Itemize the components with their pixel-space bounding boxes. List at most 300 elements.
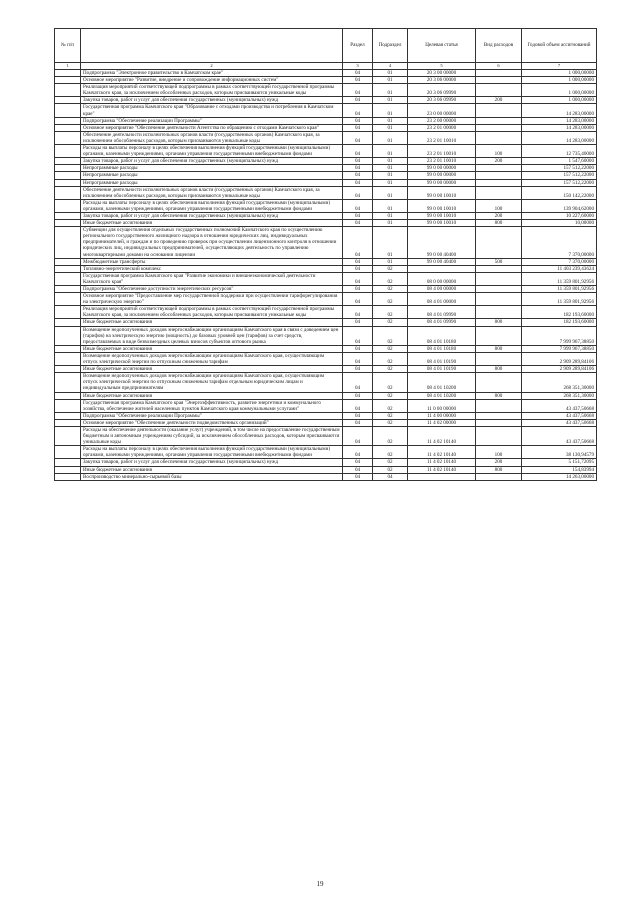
row-name-cell: Обеспечение деятельности исполнительных органов власти (государственных органов) Камчатского края, за исключением обособленных расходов, которым присваиваются уникальные коды	[81, 131, 343, 144]
row-name-cell: Топливно-энергетический комплекс	[81, 265, 343, 272]
row-section-cell: 04	[343, 179, 373, 186]
row-target-article-cell: 23 2 00 00000	[408, 117, 476, 124]
row-subsection-cell: 02	[373, 306, 408, 319]
row-expense-type-cell: 100	[476, 446, 522, 459]
row-amount-cell: 2 909 289,84106	[522, 366, 597, 373]
row-subsection-cell: 01	[373, 227, 408, 258]
row-expense-type-cell: 200	[476, 97, 522, 104]
column-number: 6	[476, 63, 522, 70]
row-target-article-cell: 08 4 01 10200	[408, 392, 476, 399]
row-target-article-cell: 20 3 06 09990	[408, 97, 476, 104]
column-number: 1	[55, 63, 81, 70]
table-row	[55, 158, 597, 165]
row-amount-cell: 268 351,30000	[522, 392, 597, 399]
row-number-cell	[55, 412, 81, 419]
row-amount-cell: 139 904,62000	[522, 199, 597, 212]
row-number-cell	[55, 473, 81, 480]
row-number-cell	[55, 97, 81, 104]
row-section-cell: 04	[343, 306, 373, 319]
row-number-cell	[55, 158, 81, 165]
row-expense-type-cell: 800	[476, 319, 522, 326]
row-expense-type-cell	[476, 352, 522, 365]
row-name-cell: Непрограммные расходы	[81, 179, 343, 186]
row-section-cell: 04	[343, 131, 373, 144]
row-section-cell: 04	[343, 258, 373, 265]
row-name-cell: Подпрограмма "Обеспечение реализации Программы"	[81, 117, 343, 124]
row-expense-type-cell	[476, 293, 522, 306]
row-number-cell	[55, 77, 81, 84]
row-target-article-cell: 99 0 00 00000	[408, 165, 476, 172]
row-expense-type-cell	[476, 373, 522, 392]
row-subsection-cell: 01	[373, 172, 408, 179]
table-row	[55, 306, 597, 319]
row-subsection-cell: 02	[373, 352, 408, 365]
row-number-cell	[55, 131, 81, 144]
table-row	[55, 352, 597, 365]
row-amount-cell: 157 512,22000	[522, 179, 597, 186]
table-row	[55, 199, 597, 212]
table-header	[55, 29, 597, 70]
table-row	[55, 412, 597, 419]
row-expense-type-cell	[476, 117, 522, 124]
row-expense-type-cell	[476, 272, 522, 285]
row-subsection-cell: 02	[373, 459, 408, 466]
row-name-cell: Воспроизводство минерально-сырьевой базы	[81, 473, 343, 480]
row-section-cell: 04	[343, 319, 373, 326]
row-name-cell: Основное мероприятие "Обеспечение деятельности подведомственных организаций"	[81, 419, 343, 426]
row-section-cell: 04	[343, 272, 373, 285]
row-section-cell: 04	[343, 172, 373, 179]
row-target-article-cell: 23 2 01 00000	[408, 124, 476, 131]
table-row	[55, 84, 597, 97]
row-amount-cell: 182 193,60000	[522, 306, 597, 319]
row-section-cell: 04	[343, 117, 373, 124]
table-row	[55, 399, 597, 412]
table-row	[55, 131, 597, 144]
row-section-cell: 04	[343, 104, 373, 117]
row-name-cell: Подпрограмма "Обеспечение доступности энергетических ресурсов"	[81, 286, 343, 293]
row-name-cell: Субвенции для осуществления отдельных государственных полномочий Камчатского края по осуществлению регионального государственного жилищного надзора в отношении юридических лиц, индивидуальных предпринимателей, и граждан и по проведению проверок при осуществлении лицензионного контроля в отношении юридических лиц, индивидуальных предпринимателей, осуществляющих деятельность по управлению многоквартирными домами на основании лицензии	[81, 227, 343, 258]
table-row	[55, 220, 597, 227]
row-amount-cell: 14 283,00000	[522, 104, 597, 117]
row-section-cell: 04	[343, 220, 373, 227]
row-name-cell: Подпрограмма "Электронное правительство в Камчатском крае"	[81, 70, 343, 77]
row-subsection-cell: 02	[373, 326, 408, 345]
column-number: 2	[81, 63, 343, 70]
row-number-cell	[55, 366, 81, 373]
row-section-cell: 04	[343, 84, 373, 97]
row-name-cell: Возмещение недополученных доходов энергоснабжающим организациям Камчатского края в связи с доведением цен (тарифов) на электрическую энергию (мощность) до базовых уровней цен (тарифов) за счет средств, предоставляемых в виде безвозмездных целевых взносов субъектов оптового рынка	[81, 326, 343, 345]
row-number-cell	[55, 286, 81, 293]
table-row	[55, 473, 597, 480]
row-name-cell: Реализация мероприятий соответствующей подпрограммы в рамках соответствующей государственной программы Камчатского края, за исключением обособленных расходов, которым присваиваются уникальные коды	[81, 306, 343, 319]
page-number: 19	[316, 880, 324, 888]
row-number-cell	[55, 145, 81, 158]
header-target-article: Целевая статья	[408, 29, 476, 63]
row-amount-cell: 1 000,00000	[522, 70, 597, 77]
row-name-cell: Расходы на выплаты персоналу в целях обеспечения выполнения функций государственными (муниципальными) органами, казенными учреждениями, органами управления государственными внебюджетными фондами	[81, 199, 343, 212]
budget-table	[54, 28, 597, 481]
row-target-article-cell: 11 4 02 10140	[408, 459, 476, 466]
row-expense-type-cell	[476, 104, 522, 117]
row-target-article-cell: 20 3 06 09990	[408, 84, 476, 97]
row-expense-type-cell: 100	[476, 145, 522, 158]
row-target-article-cell: 23 2 01 10010	[408, 158, 476, 165]
row-name-cell: Расходы на выплаты персоналу в целях обеспечения выполнения функций государственными (муниципальными) органами, казенными учреждениями, органами управления государственными внебюджетными фондами	[81, 446, 343, 459]
table-row	[55, 104, 597, 117]
row-target-article-cell: 11 4 02 00000	[408, 419, 476, 426]
row-name-cell: Иные бюджетные ассигнования	[81, 345, 343, 352]
row-target-article-cell: 99 0 00 10010	[408, 186, 476, 199]
row-amount-cell: 268 351,30000	[522, 373, 597, 392]
row-target-article-cell: 99 0 00 10010	[408, 220, 476, 227]
row-amount-cell: 182 193,60000	[522, 319, 597, 326]
row-section-cell: 04	[343, 77, 373, 84]
row-expense-type-cell: 200	[476, 158, 522, 165]
row-name-cell: Государственная программа Камчатского края "Энергоэффективность, развитие энергетики и коммунального хозяйства, обеспечение жителей населенных пунктов Камчатского края коммунальными услугами"	[81, 399, 343, 412]
row-number-cell	[55, 84, 81, 97]
row-expense-type-cell	[476, 124, 522, 131]
row-section-cell: 04	[343, 165, 373, 172]
table-row	[55, 258, 597, 265]
table-row	[55, 97, 597, 104]
row-name-cell: Закупка товаров, работ и услуг для обеспечения государственных (муниципальных) нужд	[81, 459, 343, 466]
row-target-article-cell: 08 0 00 00000	[408, 272, 476, 285]
row-expense-type-cell: 100	[476, 199, 522, 212]
row-expense-type-cell: 500	[476, 258, 522, 265]
table-row	[55, 272, 597, 285]
row-subsection-cell: 02	[373, 272, 408, 285]
row-target-article-cell: 08 4 01 10190	[408, 366, 476, 373]
row-subsection-cell: 02	[373, 286, 408, 293]
row-number-cell	[55, 258, 81, 265]
header-number-row	[55, 63, 597, 70]
row-number-cell	[55, 319, 81, 326]
row-target-article-cell	[408, 265, 476, 272]
row-number-cell	[55, 352, 81, 365]
row-name-cell: Закупка товаров, работ и услуг для обеспечения государственных (муниципальных) нужд	[81, 212, 343, 219]
row-amount-cell: 1 000,00000	[522, 77, 597, 84]
row-target-article-cell: 08 4 00 00000	[408, 286, 476, 293]
row-number-cell	[55, 165, 81, 172]
row-target-article-cell: 11 4 02 10140	[408, 466, 476, 473]
row-section-cell: 04	[343, 293, 373, 306]
row-number-cell	[55, 326, 81, 345]
table-row	[55, 319, 597, 326]
row-target-article-cell: 11 4 00 00000	[408, 412, 476, 419]
table-row	[55, 392, 597, 399]
row-subsection-cell: 01	[373, 220, 408, 227]
row-section-cell: 04	[343, 145, 373, 158]
row-number-cell	[55, 272, 81, 285]
row-section-cell: 04	[343, 366, 373, 373]
row-expense-type-cell: 800	[476, 466, 522, 473]
row-name-cell: Непрограммные расходы	[81, 172, 343, 179]
row-expense-type-cell	[476, 70, 522, 77]
header-number: № п/п	[55, 29, 81, 63]
row-subsection-cell: 02	[373, 265, 408, 272]
table-row	[55, 293, 597, 306]
row-number-cell	[55, 199, 81, 212]
row-number-cell	[55, 179, 81, 186]
row-subsection-cell: 01	[373, 145, 408, 158]
row-expense-type-cell	[476, 286, 522, 293]
table-row	[55, 265, 597, 272]
row-section-cell: 04	[343, 426, 373, 445]
row-expense-type-cell	[476, 172, 522, 179]
row-target-article-cell: 99 0 00 40400	[408, 258, 476, 265]
row-expense-type-cell: 200	[476, 459, 522, 466]
row-name-cell: Государственная программа Камчатского края "Образование с отходами производства и потребления в Камчатском крае"	[81, 104, 343, 117]
header-section: Раздел	[343, 29, 373, 63]
row-number-cell	[55, 117, 81, 124]
row-subsection-cell: 01	[373, 97, 408, 104]
row-subsection-cell: 02	[373, 392, 408, 399]
row-section-cell: 04	[343, 158, 373, 165]
row-subsection-cell: 01	[373, 165, 408, 172]
row-number-cell	[55, 293, 81, 306]
column-number: 4	[373, 63, 408, 70]
row-amount-cell: 14 263,00000	[522, 473, 597, 480]
row-expense-type-cell	[476, 131, 522, 144]
row-amount-cell: 5 151,72095	[522, 459, 597, 466]
row-target-article-cell: 99 0 00 00000	[408, 179, 476, 186]
header-annual-volume: Годовой объем ассигнований	[522, 29, 597, 63]
row-expense-type-cell: 800	[476, 345, 522, 352]
row-subsection-cell: 02	[373, 466, 408, 473]
row-subsection-cell: 01	[373, 131, 408, 144]
row-target-article-cell: 08 4 01 10180	[408, 326, 476, 345]
row-section-cell: 04	[343, 412, 373, 419]
row-number-cell	[55, 459, 81, 466]
row-subsection-cell: 01	[373, 77, 408, 84]
column-number: 7	[522, 63, 597, 70]
row-amount-cell: 1 547,60000	[522, 158, 597, 165]
row-expense-type-cell	[476, 77, 522, 84]
row-amount-cell: 157 512,22000	[522, 172, 597, 179]
row-amount-cell: 154,83994	[522, 466, 597, 473]
row-target-article-cell: 08 4 01 09990	[408, 319, 476, 326]
row-number-cell	[55, 104, 81, 117]
table-row	[55, 446, 597, 459]
row-amount-cell: 1 000,00000	[522, 84, 597, 97]
row-subsection-cell: 04	[373, 473, 408, 480]
row-name-cell: Обеспечение деятельности исполнительных органов власти (государственных органов) Камчатского края, за исключением обособленных расходов, которым присваиваются уникальные коды	[81, 186, 343, 199]
row-amount-cell: 38 130,94579	[522, 446, 597, 459]
row-subsection-cell: 02	[373, 293, 408, 306]
row-expense-type-cell: 800	[476, 220, 522, 227]
row-expense-type-cell	[476, 473, 522, 480]
row-name-cell: Закупка товаров, работ и услуг для обеспечения государственных (муниципальных) нужд	[81, 158, 343, 165]
row-name-cell: Расходы на обеспечение деятельности (оказание услуг) учреждений, в том числе на предоставление государственным бюджетным и автономным учреждениям субсидий, за исключением обособленных расходов, которым присваиваются уникальные коды	[81, 426, 343, 445]
row-number-cell	[55, 124, 81, 131]
row-name-cell: Государственная программа Камчатского края "Развитие экономики и внешнеэкономической деятельности Камчатского края"	[81, 272, 343, 285]
row-section-cell: 04	[343, 446, 373, 459]
row-number-cell	[55, 426, 81, 445]
row-name-cell: Возмещение недополученных доходов энергоснабжающим организациям Камчатского края, осуществляющим отпуск электрической энергии по отпускным сниженным тарифам	[81, 352, 343, 365]
table-body	[55, 70, 597, 481]
row-section-cell: 04	[343, 399, 373, 412]
row-number-cell	[55, 419, 81, 426]
row-number-cell	[55, 220, 81, 227]
row-name-cell: Подпрограмма "Обеспечение реализации Программы"	[81, 412, 343, 419]
row-section-cell: 04	[343, 124, 373, 131]
row-target-article-cell: 99 0 00 00000	[408, 172, 476, 179]
row-number-cell	[55, 212, 81, 219]
table-row	[55, 117, 597, 124]
row-amount-cell: 43 437,50668	[522, 412, 597, 419]
row-name-cell: Межбюджетные трансферты	[81, 258, 343, 265]
row-number-cell	[55, 399, 81, 412]
row-section-cell: 04	[343, 473, 373, 480]
row-number-cell	[55, 345, 81, 352]
row-subsection-cell: 02	[373, 412, 408, 419]
row-amount-cell: 7 370,00000	[522, 227, 597, 258]
table-row	[55, 70, 597, 77]
row-target-article-cell: 11 0 00 00000	[408, 399, 476, 412]
row-target-article-cell: 99 0 00 10010	[408, 199, 476, 212]
row-amount-cell: 2 909 289,84106	[522, 352, 597, 365]
row-name-cell: Иные бюджетные ассигнования	[81, 220, 343, 227]
table-row	[55, 419, 597, 426]
row-amount-cell: 7 999 967,38850	[522, 345, 597, 352]
row-amount-cell: 14 283,00000	[522, 124, 597, 131]
row-target-article-cell: 99 0 00 10010	[408, 212, 476, 219]
row-expense-type-cell	[476, 84, 522, 97]
row-name-cell: Иные бюджетные ассигнования	[81, 366, 343, 373]
row-section-cell: 04	[343, 466, 373, 473]
row-subsection-cell: 01	[373, 186, 408, 199]
header-expense-type: Вид расходов	[476, 29, 522, 63]
row-target-article-cell: 23 0 00 00000	[408, 104, 476, 117]
row-subsection-cell: 01	[373, 258, 408, 265]
row-subsection-cell: 01	[373, 117, 408, 124]
row-expense-type-cell	[476, 412, 522, 419]
row-target-article-cell: 11 4 02 10140	[408, 426, 476, 445]
row-section-cell: 04	[343, 286, 373, 293]
row-expense-type-cell	[476, 419, 522, 426]
row-expense-type-cell	[476, 306, 522, 319]
row-subsection-cell: 02	[373, 446, 408, 459]
row-amount-cell: 150 142,22000	[522, 186, 597, 199]
row-subsection-cell: 01	[373, 104, 408, 117]
row-name-cell: Иные бюджетные ассигнования	[81, 392, 343, 399]
table-row	[55, 212, 597, 219]
row-section-cell: 04	[343, 352, 373, 365]
row-expense-type-cell	[476, 326, 522, 345]
row-subsection-cell: 01	[373, 199, 408, 212]
row-number-cell	[55, 172, 81, 179]
row-section-cell: 04	[343, 199, 373, 212]
column-number: 5	[408, 63, 476, 70]
row-section-cell: 04	[343, 373, 373, 392]
row-amount-cell: 7 370,00000	[522, 258, 597, 265]
row-amount-cell: 43 437,50668	[522, 426, 597, 445]
row-subsection-cell: 01	[373, 179, 408, 186]
row-expense-type-cell: 800	[476, 366, 522, 373]
row-amount-cell: 11 403 239,43624	[522, 265, 597, 272]
row-name-cell: Закупка товаров, работ и услуг для обеспечения государственных (муниципальных) нужд	[81, 97, 343, 104]
row-section-cell: 04	[343, 97, 373, 104]
row-subsection-cell: 01	[373, 70, 408, 77]
row-section-cell: 04	[343, 419, 373, 426]
table-row	[55, 186, 597, 199]
row-target-article-cell: 08 4 01 09990	[408, 306, 476, 319]
row-expense-type-cell	[476, 426, 522, 445]
row-amount-cell: 14 283,00000	[522, 117, 597, 124]
row-amount-cell: 7 999 967,38850	[522, 326, 597, 345]
row-amount-cell: 12 735,40000	[522, 145, 597, 158]
row-section-cell: 04	[343, 186, 373, 199]
row-subsection-cell: 02	[373, 345, 408, 352]
row-amount-cell: 14 283,00000	[522, 131, 597, 144]
row-name-cell: Основное мероприятие "Предоставление мер государственной поддержки при осуществлении тарифорегулирования на электрическую энергию"	[81, 293, 343, 306]
row-amount-cell: 11 359 801,92956	[522, 286, 597, 293]
table-row	[55, 366, 597, 373]
row-number-cell	[55, 227, 81, 258]
row-amount-cell: 43 437,50668	[522, 399, 597, 412]
row-number-cell	[55, 373, 81, 392]
table-row	[55, 145, 597, 158]
row-name-cell: Возмещение недополученных доходов энергоснабжающим организациям Камчатского края, осуществляющим отпуск электрической энергии по отпускным сниженным тарифам отдельным юридическим лицам и индивидуальным предпринимателям	[81, 373, 343, 392]
table-row	[55, 345, 597, 352]
table-row	[55, 326, 597, 345]
row-section-cell: 04	[343, 326, 373, 345]
row-target-article-cell: 08 4 01 10200	[408, 373, 476, 392]
row-name-cell: Основное мероприятие "Развитие, внедрение и сопровождение информационных систем"	[81, 77, 343, 84]
row-expense-type-cell	[476, 179, 522, 186]
row-section-cell: 04	[343, 459, 373, 466]
row-subsection-cell: 02	[373, 366, 408, 373]
table-row	[55, 77, 597, 84]
table-row	[55, 373, 597, 392]
row-section-cell: 04	[343, 227, 373, 258]
header-subsection: Подраздел	[373, 29, 408, 63]
row-amount-cell: 11 359 801,92956	[522, 272, 597, 285]
row-amount-cell: 1 000,00000	[522, 97, 597, 104]
row-target-article-cell: 20 3 06 00000	[408, 77, 476, 84]
row-name-cell: Основное мероприятие "Обеспечение деятельности Агентства по обращению с отходами Камчатского края"	[81, 124, 343, 131]
row-target-article-cell: 08 4 01 00000	[408, 293, 476, 306]
row-amount-cell: 157 512,22000	[522, 165, 597, 172]
row-expense-type-cell: 200	[476, 212, 522, 219]
row-expense-type-cell	[476, 399, 522, 412]
row-expense-type-cell	[476, 186, 522, 199]
row-name-cell: Реализация мероприятий соответствующей подпрограммы в рамках соответствующей государственной программы Камчатского края, за исключением обособленных расходов, которым присваиваются уникальные коды	[81, 84, 343, 97]
row-section-cell: 04	[343, 212, 373, 219]
row-expense-type-cell	[476, 265, 522, 272]
row-amount-cell: 11 359 801,92956	[522, 293, 597, 306]
row-subsection-cell: 01	[373, 158, 408, 165]
row-amount-cell: 10,00000	[522, 220, 597, 227]
row-expense-type-cell	[476, 227, 522, 258]
row-subsection-cell: 01	[373, 212, 408, 219]
row-target-article-cell: 23 2 01 10010	[408, 145, 476, 158]
row-subsection-cell: 02	[373, 426, 408, 445]
row-subsection-cell: 02	[373, 373, 408, 392]
row-number-cell	[55, 466, 81, 473]
row-name-cell: Расходы на выплаты персоналу в целях обеспечения выполнения функций государственными (муниципальными) органами, казенными учреждениями, органами управления государственными внебюджетными фондами	[81, 145, 343, 158]
table-row	[55, 426, 597, 445]
row-target-article-cell: 11 4 02 10140	[408, 446, 476, 459]
table-row	[55, 227, 597, 258]
row-number-cell	[55, 392, 81, 399]
row-section-cell: 04	[343, 265, 373, 272]
row-subsection-cell: 01	[373, 124, 408, 131]
table-row	[55, 165, 597, 172]
table-row	[55, 124, 597, 131]
row-name-cell: Иные бюджетные ассигнования	[81, 319, 343, 326]
